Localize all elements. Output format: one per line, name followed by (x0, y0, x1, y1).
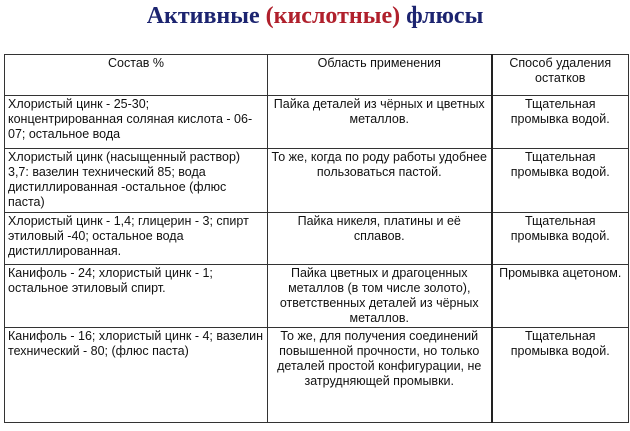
cell-application: Пайка цветных и драгоценных металлов (в том числе золото), ответственных деталей из чёрных металлов. (268, 265, 492, 328)
header-removal: Способ удаления остатков (492, 55, 629, 96)
title-part-fluxes: флюсы (406, 3, 484, 29)
cell-application: Пайка деталей из чёрных и цветных металлов. (268, 96, 492, 149)
cell-composition: Канифоль - 24; хлористый цинк - 1; остальное этиловый спирт. (5, 265, 268, 328)
cell-removal: Тщательная промывка водой. (492, 149, 629, 213)
table-row (5, 213, 629, 265)
table-header-row (5, 55, 629, 96)
table-row (5, 149, 629, 213)
title-part-acidic: (кислотные) (265, 3, 401, 29)
table-row (5, 265, 629, 328)
cell-removal: Тщательная промывка водой. (492, 96, 629, 149)
cell-composition: Канифоль - 16; хлористый цинк - 4; вазелин технический - 80; (флюс паста) (5, 328, 268, 423)
table-row (5, 328, 629, 423)
title-part-active: Активные (146, 3, 260, 29)
table-row (5, 96, 629, 149)
cell-removal: Тщательная промывка водой. (492, 328, 629, 423)
cell-composition: Хлористый цинк - 25-30; концентрированная соляная кислота - 06-07; остальное вода (5, 96, 268, 149)
flux-table (4, 54, 629, 423)
cell-composition: Хлористый цинк (насыщенный раствор) 3,7: вазелин технический 85; вода дистиллированная -остальное (флюс паста) (5, 149, 268, 213)
cell-application: Пайка никеля, платины и её сплавов. (268, 213, 492, 265)
cell-removal: Промывка ацетоном. (492, 265, 629, 328)
header-application: Область применения (268, 55, 492, 96)
cell-application: То же, для получения соединений повышенной прочности, но только деталей простой конфигурации, не затрудняющей промывки. (268, 328, 492, 423)
cell-composition: Хлористый цинк - 1,4; глицерин - 3; спирт этиловый -40; остальное вода дистиллированная. (5, 213, 268, 265)
page-title (0, 2, 630, 30)
cell-application: То же, когда по роду работы удобнее пользоваться пастой. (268, 149, 492, 213)
cell-removal: Тщательная промывка водой. (492, 213, 629, 265)
header-composition: Состав % (5, 55, 268, 96)
